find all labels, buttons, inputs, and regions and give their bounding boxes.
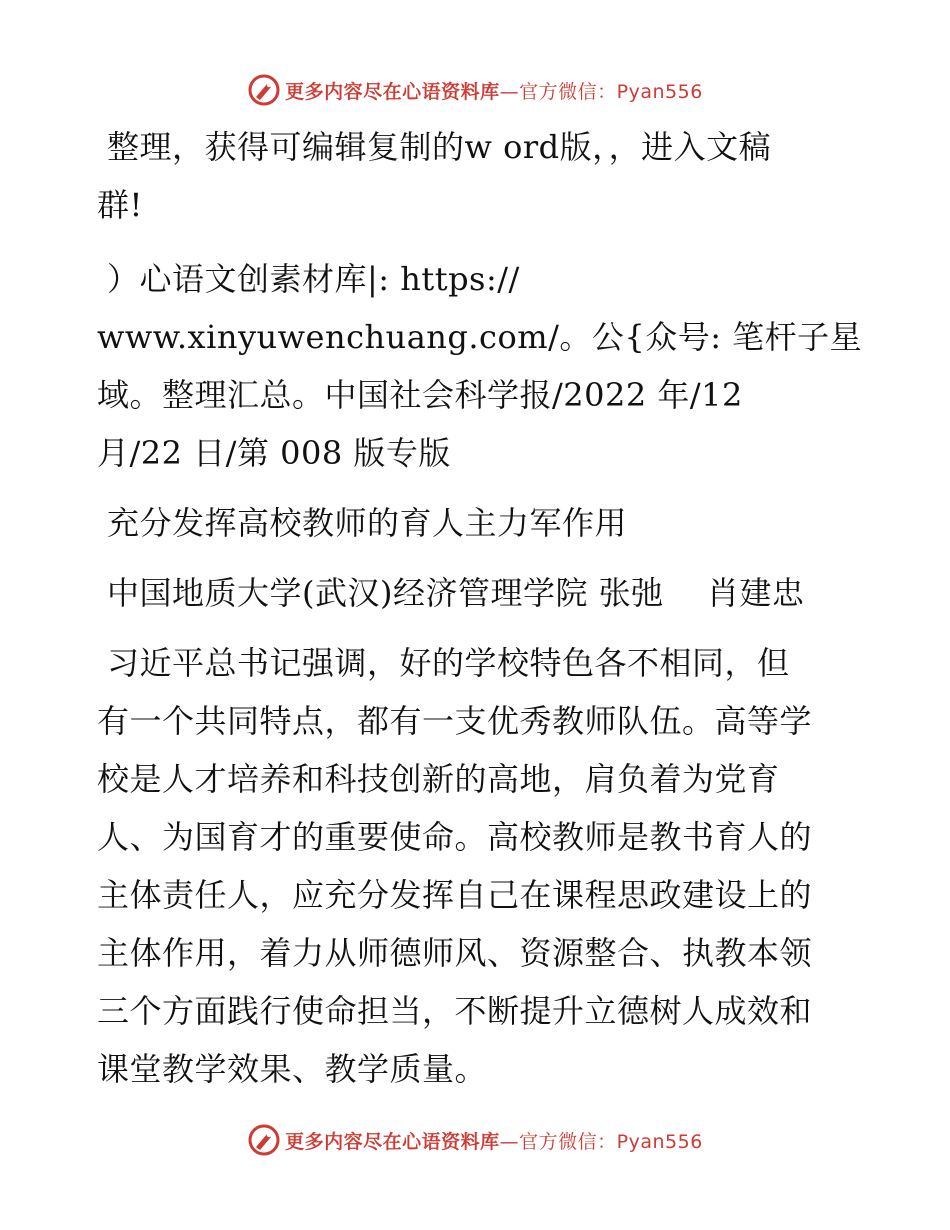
footer-banner-separator: — [499,1130,520,1153]
header-banner-text [285,77,703,104]
pen-logo-icon [247,73,281,107]
source-line: 域。整理汇总。中国社会科学报/2022 年/12 [97,376,743,414]
source-line: 月/22 日/第 008 版专版 [97,434,451,472]
footer-banner [0,1120,950,1160]
paragraph-line: 习近平总书记强调，好的学校特色各不相同，但 [107,644,790,682]
header-banner-title: 更多内容尽在心语资料库 [285,80,500,103]
source-line: www.xinyuwenchuang.com/。公{众号: 笔杆子星 [97,318,863,356]
paragraph-line: 人、为国育才的重要使命。高校教师是教书育人的 [97,818,813,856]
notice-line: 群! [97,186,143,224]
header-banner-separator: — [499,80,520,103]
footer-wechat-label: 官方微信：Pyan556 [519,1130,703,1153]
article-author: 中国地质大学(武汉)经济管理学院 张弛 肖建忠 [107,574,805,612]
footer-banner-title: 更多内容尽在心语资料库 [285,1130,500,1153]
paragraph-line: 主体作用，着力从师德师风、资源整合、执教本领 [97,934,813,972]
header-banner [0,70,950,110]
notice-line: 整理，获得可编辑复制的w ord版，，进入文稿 [107,128,772,166]
pen-logo-icon [247,1123,281,1157]
paragraph-line: 有一个共同特点，都有一支优秀教师队伍。高等学 [97,702,813,740]
article-title: 充分发挥高校教师的育人主力军作用 [107,504,628,542]
source-line: ）心语文创素材库|: https:// [107,260,520,298]
header-wechat-label: 官方微信：Pyan556 [519,80,703,103]
footer-banner-text [285,1127,703,1154]
paragraph-line: 校是人才培养和科技创新的高地，肩负着为党育 [97,760,780,798]
paragraph-line: 主体责任人，应充分发挥自己在课程思政建设上的 [97,876,813,914]
paragraph-line: 课堂教学效果、教学质量。 [97,1050,488,1088]
paragraph-line: 三个方面践行使命担当，不断提升立德树人成效和 [97,992,813,1030]
document-body [97,118,867,1098]
